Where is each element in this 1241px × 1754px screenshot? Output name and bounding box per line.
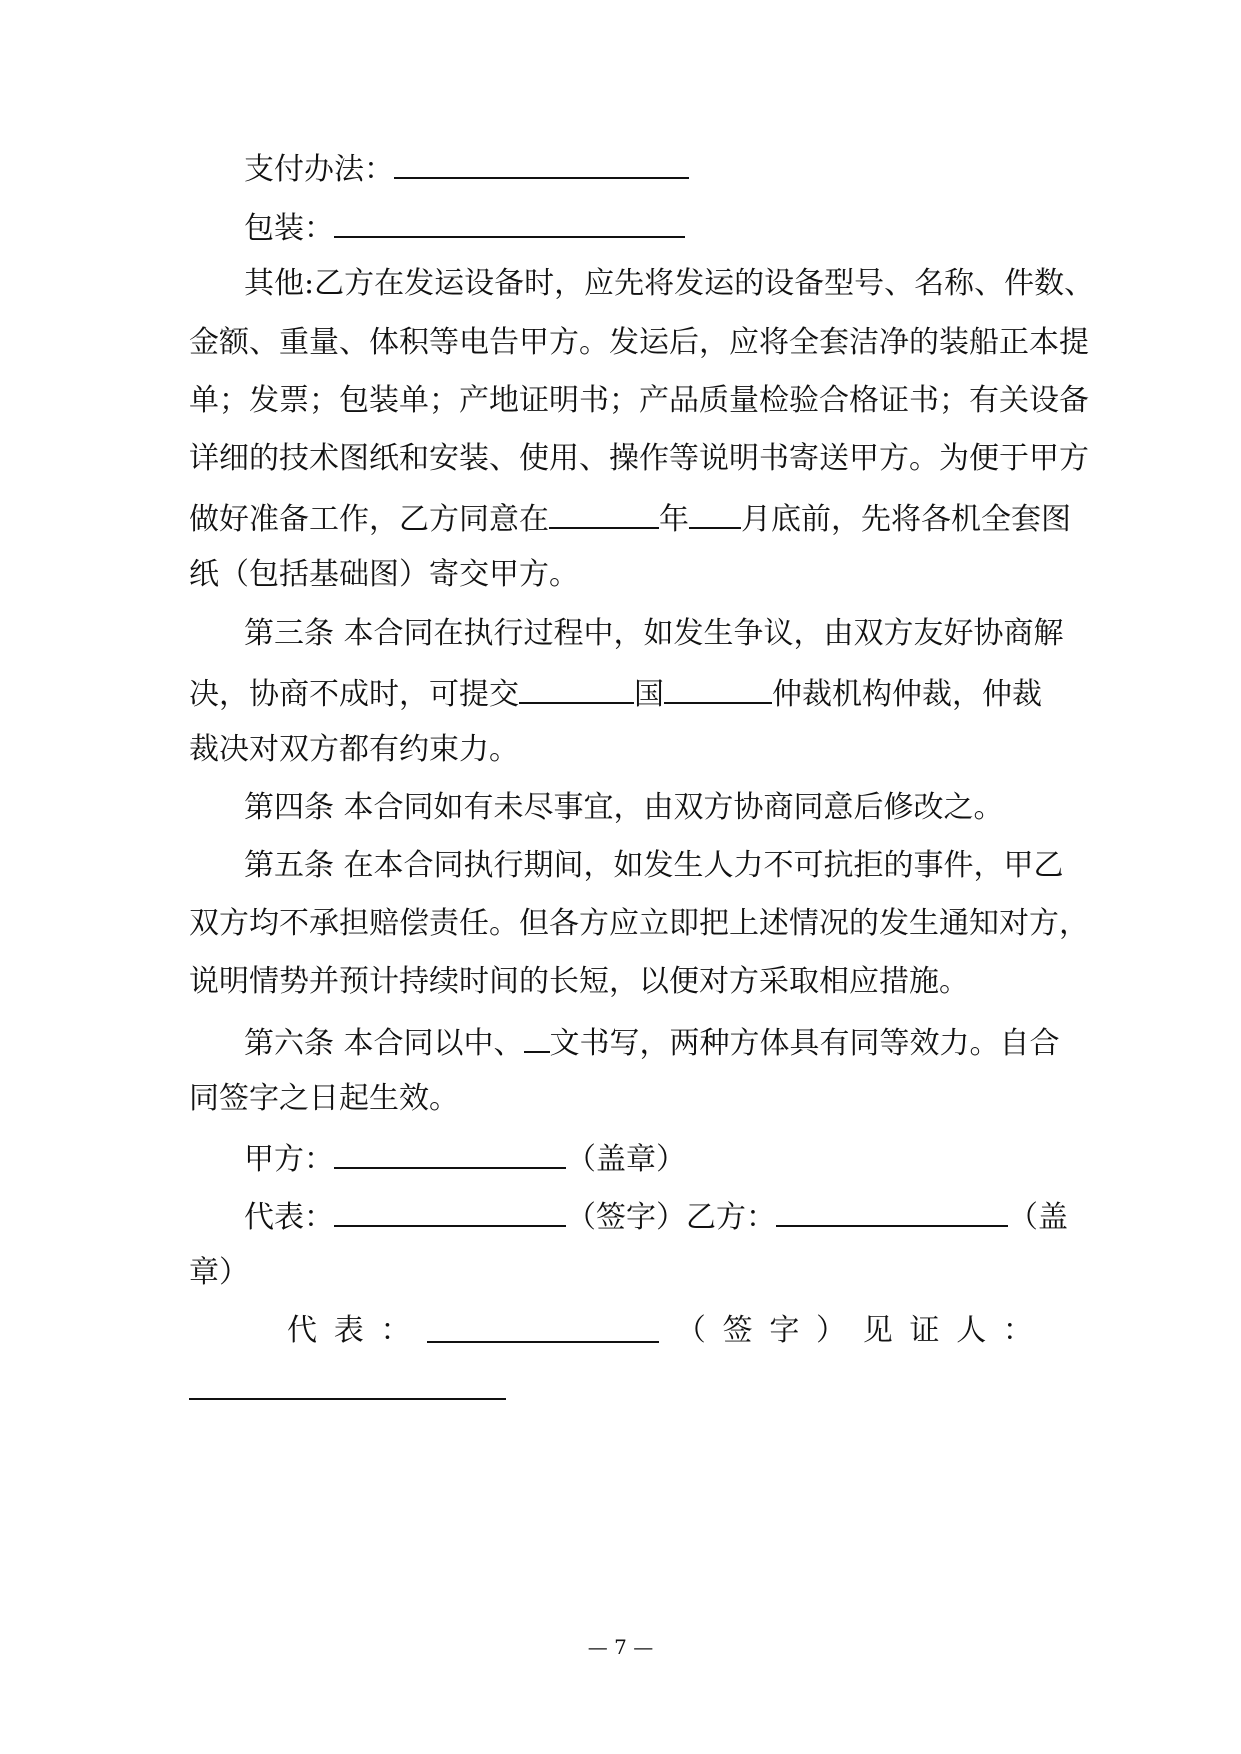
article-5-line-2: 双方均不承担赔偿责任。但各方应立即把上述情况的发生通知对方，: [189, 906, 1089, 941]
rep-b-char-2: ：: [380, 1313, 411, 1348]
payment-line: [244, 147, 689, 187]
party-a-blank: [334, 1137, 566, 1169]
other-line-6: 纸（包括基础图）寄交甲方。: [189, 557, 579, 592]
month-blank: [689, 497, 741, 529]
article-6-line-1: [244, 1021, 1060, 1061]
article-3-prefix: 决，协商不成时，可提交: [189, 677, 519, 712]
article-3-line-1: 第三条 本合同在执行过程中，如发生争议，由双方友好协商解: [244, 616, 1064, 651]
other-line-4: 详细的技术图纸和安装、使用、操作等说明书寄送甲方。为便于甲方: [189, 441, 1089, 476]
other-line-2: 金额、重量、体积等电告甲方。发运后，应将全套洁净的装船正本提: [189, 325, 1089, 360]
rep-a-wrap-line: 章）: [189, 1255, 249, 1290]
rep-a-blank: [334, 1195, 566, 1227]
rep-a-label: 代表：: [244, 1200, 334, 1235]
witness-line: [189, 1368, 506, 1408]
article-3-suffix: 仲裁机构仲裁，仲裁: [772, 677, 1042, 712]
representative-b-line: [287, 1311, 1033, 1351]
other-line-3: 单；发票；包装单；产地证明书；产品质量检验合格证书；有关设备: [189, 383, 1089, 418]
rep-b-char-8: 见: [862, 1313, 893, 1348]
rep-b-char-9: 证: [909, 1313, 940, 1348]
article-5-line-1: 第五条 在本合同执行期间，如发生人力不可抗拒的事件，甲乙: [244, 848, 1064, 883]
representative-a-line: [244, 1195, 1068, 1235]
rep-b-char-1: 表: [333, 1313, 364, 1348]
rep-b-char-4: （: [675, 1313, 706, 1348]
payment-label: 支付办法：: [244, 152, 394, 187]
rep-b-char-0: 代: [287, 1313, 317, 1348]
year-blank: [549, 497, 659, 529]
party-a-line: [244, 1137, 686, 1177]
article-4-line: 第四条 本合同如有未尽事宜，由双方协商同意后修改之。: [244, 790, 1004, 825]
country-label: 国: [634, 677, 664, 712]
article-3-line-2: [189, 672, 1042, 712]
rep-b-char-5: 签: [722, 1313, 753, 1348]
year-label: 年: [659, 502, 689, 537]
rep-a-note: （签字）乙方：: [566, 1200, 776, 1235]
rep-b-char-10: 人: [956, 1313, 987, 1348]
language-blank: [524, 1021, 550, 1053]
other-line-1: 其他:乙方在发运设备时，应先将发运的设备型号、名称、件数、: [244, 266, 1095, 301]
article-5-line-3: 说明情势并预计持续时间的长短，以便对方采取相应措施。: [189, 964, 969, 999]
witness-blank: [189, 1368, 506, 1400]
country-blank: [519, 672, 634, 704]
article-6-suffix: 文书写，两种方体具有同等效力。自合: [549, 1026, 1060, 1061]
arbitration-blank: [664, 672, 772, 704]
article-3-line-3: 裁决对双方都有约束力。: [189, 732, 519, 767]
payment-blank: [394, 147, 689, 179]
other-5-prefix: 做好准备工作，乙方同意在: [189, 502, 549, 537]
rep-b-char-11: ：: [1002, 1313, 1033, 1348]
article-6-line-2: 同签字之日起生效。: [189, 1081, 459, 1116]
party-a-label: 甲方：: [244, 1142, 334, 1177]
packing-label: 包装：: [244, 211, 334, 246]
page-number: — 7 —: [587, 1635, 654, 1659]
packing-line: [244, 206, 685, 246]
party-b-blank: [776, 1195, 1008, 1227]
rep-b-blank: [427, 1311, 659, 1343]
party-a-note: （盖章）: [566, 1142, 686, 1177]
other-line-5: [189, 497, 1071, 537]
rep-b-char-6: 字: [769, 1313, 800, 1348]
rep-a-tail: （盖: [1008, 1200, 1068, 1235]
other-5-suffix: 月底前，先将各机全套图: [741, 502, 1071, 537]
rep-b-char-7: ）: [816, 1313, 847, 1348]
packing-blank: [334, 206, 685, 238]
article-6-prefix: 第六条 本合同以中、: [244, 1026, 524, 1061]
